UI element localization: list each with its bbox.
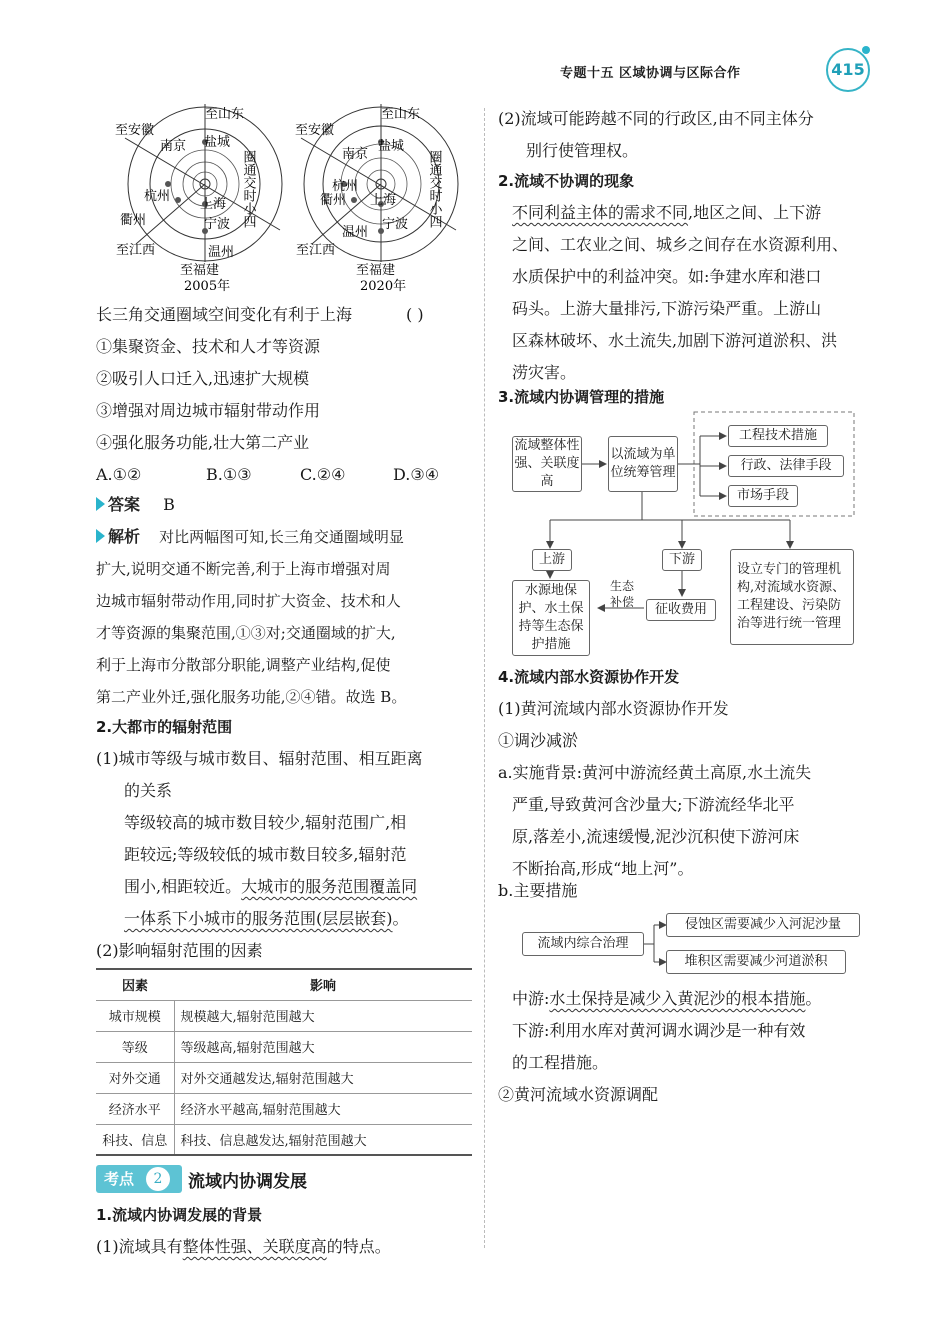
- explanation-label: 解析: [108, 527, 141, 546]
- fig-right-north: 至山东: [381, 107, 421, 122]
- explanation-text-3: 边城市辐射带动作用,同时扩大资金、技术和人: [96, 592, 401, 610]
- traffic-circle-figure: [110, 104, 460, 300]
- flow-box-fee: 征收费用: [646, 599, 716, 621]
- table-row: [96, 1124, 472, 1155]
- r-s4-sub-1: (1)黄河流域内部水资源协作开发: [498, 699, 729, 718]
- r-s2-line-c: 水质保护中的利益冲突。如:争建水库和港口: [512, 267, 822, 286]
- s1-para-1-emphasis: 整体性强、关联度高: [182, 1237, 327, 1256]
- explanation-text-5: 利于上海市分散部分职能,调整产业结构,促使: [96, 656, 391, 674]
- fig-left-city-nanjing: 南京: [160, 139, 187, 154]
- r-s2-line-b: 之间、工农业之间、城乡之间存在水资源利用、: [512, 235, 849, 254]
- r-section-3-title: 3.流域内协调管理的措施: [498, 388, 665, 406]
- choice-d: D.③④: [393, 465, 440, 484]
- kaodian-number: 2: [146, 1167, 170, 1191]
- fig-right-city-yancheng: 盐城: [378, 139, 405, 154]
- table-header-impact: 影响: [174, 969, 472, 1000]
- fig-left-northwest: 至安徽: [115, 123, 155, 138]
- r-s4-a-3: 原,落差小,流速缓慢,泥沙沉积使下游河床: [512, 827, 800, 846]
- table-cell: 对外交通越发达,辐射范围越大: [174, 1062, 472, 1093]
- choice-c: C.②④: [300, 465, 346, 484]
- option-1: ①集聚资金、技术和人才等资源: [96, 337, 321, 356]
- answer-marker-icon: [96, 497, 105, 511]
- answer-line: [96, 494, 175, 516]
- table-row: [96, 1062, 472, 1093]
- flow-box-upstream: 上游: [532, 549, 572, 571]
- table-cell: 经济水平越高,辐射范围越大: [174, 1093, 472, 1124]
- option-4: ④强化服务功能,壮大第二产业: [96, 433, 310, 452]
- fig-right-city-nanjing: 南京: [342, 147, 369, 162]
- fig-right-city-hangzhou: 杭州: [332, 179, 359, 194]
- s1-para-1: [96, 1236, 391, 1258]
- s2-para-2: (2)影响辐射范围的因素: [96, 941, 263, 960]
- r-s4-a-2: 严重,导致黄河含沙量大;下游流经华北平: [512, 795, 795, 814]
- option-2: ②吸引人口迁入,迅速扩大规模: [96, 369, 310, 388]
- table-cell: 规模越大,辐射范围越大: [174, 1000, 472, 1031]
- map-2020: [295, 104, 458, 294]
- explanation-text-1: 对比两幅图可知,长三角交通圈域明显: [159, 528, 404, 546]
- r-mid-emphasis: 水土保持是减少入黄泥沙的根本措施: [549, 989, 806, 1008]
- fig-left-west: 至江西: [116, 243, 156, 258]
- fig-right-west: 至江西: [296, 243, 336, 258]
- table-cell: 科技、信息越发达,辐射范围越大: [174, 1124, 472, 1155]
- table-cell: 对外交通: [96, 1062, 174, 1093]
- fig-left-south: 至福建: [180, 263, 220, 278]
- r-mid-post: 。: [805, 989, 822, 1008]
- flow-label-eco-compensation: 生态补偿: [609, 579, 634, 609]
- flow-box-unified-management: 以流域为单位统筹管理: [608, 436, 678, 492]
- r-s2-line-e: 区森林破坏、水土流失,加剧下游河道淤积、洪: [512, 331, 838, 350]
- table-cell: 科技、信息: [96, 1124, 174, 1155]
- choice-a: A.①②: [96, 465, 142, 484]
- explanation-text-4: 才等资源的集聚范围,①③对;交通圈域的扩大,: [96, 624, 396, 642]
- answer-value: B: [163, 495, 175, 514]
- fig-right-city-shanghai: 上海: [370, 193, 397, 208]
- explanation-line-1: [96, 526, 404, 548]
- flow-box-institution: 设立专门的管理机构,对流域水资源、工程建设、污染防治等进行统一管理: [730, 549, 854, 645]
- flow-box-downstream: 下游: [662, 549, 702, 571]
- question-stem: 长三角交通圈域空间变化有利于上海: [96, 305, 353, 324]
- fig-left-city-shanghai: 上海: [200, 197, 227, 212]
- fig-right-city-quzhou: 衢州: [320, 193, 347, 208]
- fig-left-city-quzhou: 衢州: [120, 213, 147, 228]
- fig-left-year: 2005年: [184, 279, 231, 294]
- s2-para-1b: 的关系: [124, 781, 173, 800]
- r-s4-a-1: a.实施背景:黄河中游流经黄土高原,水土流失: [498, 763, 812, 782]
- explanation-text-2: 扩大,说明交通不断完善,利于上海市增强对周: [96, 560, 391, 578]
- page-number: 415: [826, 48, 870, 92]
- r-s4-a-4: 不断抬高,形成“地上河”。: [512, 859, 694, 878]
- r-mid-line: [512, 988, 821, 1010]
- fig-right-northwest: 至安徽: [295, 123, 335, 138]
- r-s4-b: b.主要措施: [498, 881, 578, 900]
- question-answer-bracket: ( ): [406, 305, 424, 324]
- table-cell: 城市规模: [96, 1000, 174, 1031]
- r-section-4-title: 4.流域内部水资源协作开发: [498, 668, 680, 686]
- flow2-box-comprehensive: 流域内综合治理: [522, 932, 644, 956]
- s2-para-1f: [124, 908, 409, 930]
- fig-right-south: 至福建: [356, 263, 396, 278]
- chapter-title: 专题十五 区域协调与区际合作: [560, 66, 741, 81]
- s1-para-1-post: 的特点。: [326, 1237, 391, 1256]
- page-number-dot: [862, 46, 870, 54]
- section-1-title: 1.流域内协调发展的背景: [96, 1206, 263, 1224]
- fig-right-city-wenzhou: 温州: [342, 225, 369, 240]
- fig-left-ring-label: 圈通交时小四: [240, 150, 256, 228]
- fig-left-city-hangzhou: 杭州: [144, 189, 171, 204]
- r-down-2: 的工程措施。: [512, 1053, 609, 1072]
- explanation-marker-icon: [96, 529, 105, 543]
- fig-left-city-yancheng: 盐城: [204, 135, 231, 150]
- explanation-text-6: 第二产业外迁,强化服务功能,②④错。故选 B。: [96, 688, 407, 706]
- r-s2-plain: ,地区之间、上下游: [688, 203, 822, 222]
- flow-box-admin-legal: 行政、法律手段: [728, 455, 844, 477]
- r-s4-circle-1: ①调沙减淤: [498, 731, 579, 750]
- s2-para-1f-emphasis: 一体系下小城市的服务范围(层层嵌套): [124, 909, 393, 928]
- fig-left-city-ningbo: 宁波: [204, 217, 231, 232]
- table-header-factor: 因素: [96, 969, 174, 1000]
- flow-box-engineering: 工程技术措施: [728, 425, 828, 447]
- s2-para-1e-emphasis: 大城市的服务范围覆盖同: [241, 877, 418, 896]
- fig-right-ring-label: 圈通交时小四: [426, 150, 442, 228]
- factor-table: [96, 968, 472, 1156]
- table-cell: 等级: [96, 1031, 174, 1062]
- s2-para-1c: 等级较高的城市数目较少,辐射范围广,相: [124, 813, 407, 832]
- fig-right-city-ningbo: 宁波: [382, 217, 409, 232]
- s2-para-1e: [124, 876, 417, 898]
- flow-box-market: 市场手段: [728, 485, 798, 507]
- s1-para-1-pre: (1)流域具有: [96, 1237, 183, 1256]
- fig-left-north: 至山东: [205, 107, 245, 122]
- table-row: [96, 1000, 472, 1031]
- table-cell: 等级越高,辐射范围越大: [174, 1031, 472, 1062]
- s2-para-1a: (1)城市等级与城市数目、辐射范围、相互距离: [96, 749, 423, 768]
- section-2-title: 2.大都市的辐射范围: [96, 718, 233, 736]
- flow2-box-erosion: 侵蚀区需要减少入河泥沙量: [666, 913, 860, 937]
- choice-b: B.①③: [206, 465, 252, 484]
- kaodian-title: 流域内协调发展: [188, 1172, 307, 1192]
- page-header: [560, 44, 880, 84]
- table-cell: 经济水平: [96, 1093, 174, 1124]
- fig-right-year: 2020年: [360, 279, 407, 294]
- r-para-2b: 别行使管理权。: [526, 141, 639, 160]
- fig-left-city-wenzhou: 温州: [208, 245, 235, 260]
- s2-para-1d: 距较远;等级较低的城市数目较多,辐射范: [124, 845, 407, 864]
- option-3: ③增强对周边城市辐射带动作用: [96, 401, 321, 420]
- s2-para-1f-end: 。: [392, 909, 409, 928]
- r-down-1: 下游:利用水库对黄河调水调沙是一种有效: [512, 1021, 806, 1040]
- answer-label: 答案: [108, 495, 141, 514]
- r-s2-emphasis: 不同利益主体的需求不同: [512, 203, 689, 222]
- flow2-box-deposition: 堆积区需要减少河道淤积: [666, 950, 846, 974]
- table-header-row: [96, 969, 472, 1000]
- r-s2-line-f: 涝灾害。: [512, 363, 577, 382]
- r-para-2a: (2)流域可能跨越不同的行政区,由不同主体分: [498, 109, 814, 128]
- r-s2-line-a: [512, 202, 821, 224]
- r-s2-line-d: 码头。上游大量排污,下游污染严重。上游山: [512, 299, 822, 318]
- column-divider: [484, 108, 485, 1248]
- flow-box-basin-traits: 流域整体性强、关联度高: [512, 436, 582, 492]
- table-row: [96, 1093, 472, 1124]
- map-2005: [115, 104, 282, 294]
- s2-para-1e-plain: 围小,相距较近。: [124, 877, 242, 896]
- kaodian-label: 考点: [104, 1170, 135, 1188]
- r-mid-pre: 中游:: [512, 989, 550, 1008]
- flow-box-protection: 水源地保护、水土保持等生态保护措施: [512, 580, 590, 656]
- r-circle-2: ②黄河流域水资源调配: [498, 1085, 659, 1104]
- r-section-2-title: 2.流域不协调的现象: [498, 172, 635, 190]
- table-row: [96, 1031, 472, 1062]
